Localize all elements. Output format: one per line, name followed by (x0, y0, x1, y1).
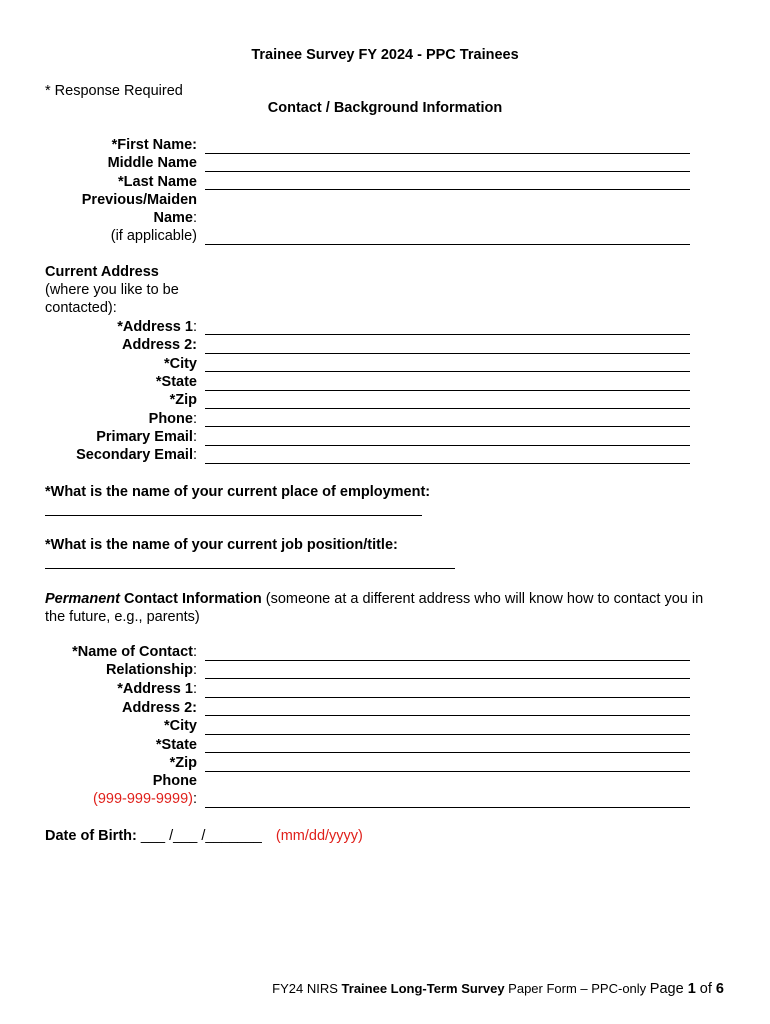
contact-address1-field[interactable] (205, 697, 690, 698)
employment-place-field[interactable] (45, 515, 422, 516)
contact-address2-label: Address 2: (122, 700, 197, 716)
city-label: *City (163, 356, 197, 372)
previous-name-field[interactable] (205, 244, 690, 245)
secondary-email-field[interactable] (205, 463, 690, 464)
permanent-contact-intro: Permanent Contact Information (someone at a different address who will know how to contact you in the future, e.g., parents) (45, 591, 704, 625)
contact-zip-field[interactable] (205, 771, 690, 772)
state-field[interactable] (205, 390, 690, 391)
contact-phone-field[interactable] (205, 807, 690, 808)
last-name-field[interactable] (205, 189, 690, 190)
address1-label: *Address 1: (117, 319, 197, 335)
secondary-email-label: Secondary Email: (76, 447, 197, 463)
dob-field[interactable]: ___ /___ /_______ (140, 828, 262, 844)
contact-state-label: *State (155, 737, 197, 753)
zip-label: *Zip (169, 392, 197, 408)
contact-phone-label: Phone (152, 773, 197, 789)
contact-city-label: *City (163, 718, 197, 734)
address2-field[interactable] (205, 353, 690, 354)
previous-name-label-2: Name: (153, 210, 197, 226)
primary-email-label: Primary Email: (96, 429, 197, 445)
contact-phone-format: (999-999-9999): (93, 791, 197, 807)
first-name-field[interactable] (205, 153, 690, 154)
first-name-label: *First Name: (111, 137, 197, 153)
state-label: *State (155, 374, 197, 390)
phone-field[interactable] (205, 426, 690, 427)
address2-label: Address 2: (122, 337, 197, 353)
middle-name-label: Middle Name (107, 155, 197, 171)
current-address-note-1: (where you like to be (45, 282, 179, 298)
page-total: 6 (715, 981, 724, 997)
page-title: Trainee Survey FY 2024 - PPC Trainees (251, 47, 519, 63)
phone-label: Phone: (148, 411, 197, 427)
contact-state-field[interactable] (205, 752, 690, 753)
middle-name-field[interactable] (205, 171, 690, 172)
previous-name-label-1: Previous/Maiden (81, 192, 197, 208)
relationship-label: Relationship: (105, 662, 197, 678)
job-title-field[interactable] (45, 568, 455, 569)
dob-format: (mm/dd/yyyy) (275, 828, 363, 844)
employment-place-question: *What is the name of your current place of employment: (45, 484, 431, 500)
contact-address1-label: *Address 1: (117, 681, 197, 697)
job-title-question: *What is the name of your current job position/title: (45, 537, 398, 553)
current-address-note-2: contacted): (45, 300, 117, 316)
page-number: 1 (687, 981, 696, 997)
relationship-field[interactable] (205, 678, 690, 679)
contact-zip-label: *Zip (169, 755, 197, 771)
dob-row (45, 828, 363, 844)
last-name-label: *Last Name (118, 174, 197, 190)
zip-field[interactable] (205, 408, 690, 409)
page-footer: FY24 NIRS Trainee Long-Term Survey Paper Form – PPC-only Page 1 of 6 (272, 981, 724, 997)
current-address-heading: Current Address (45, 264, 159, 280)
contact-address2-field[interactable] (205, 715, 690, 716)
contact-city-field[interactable] (205, 734, 690, 735)
primary-email-field[interactable] (205, 445, 690, 446)
contact-name-field[interactable] (205, 660, 690, 661)
previous-name-label-3: (if applicable) (110, 228, 197, 244)
required-note: * Response Required (45, 83, 183, 99)
city-field[interactable] (205, 371, 690, 372)
dob-label: Date of Birth: (45, 828, 137, 844)
section-title: Contact / Background Information (267, 100, 503, 116)
contact-name-label: *Name of Contact: (72, 644, 197, 660)
address1-field[interactable] (205, 334, 690, 335)
